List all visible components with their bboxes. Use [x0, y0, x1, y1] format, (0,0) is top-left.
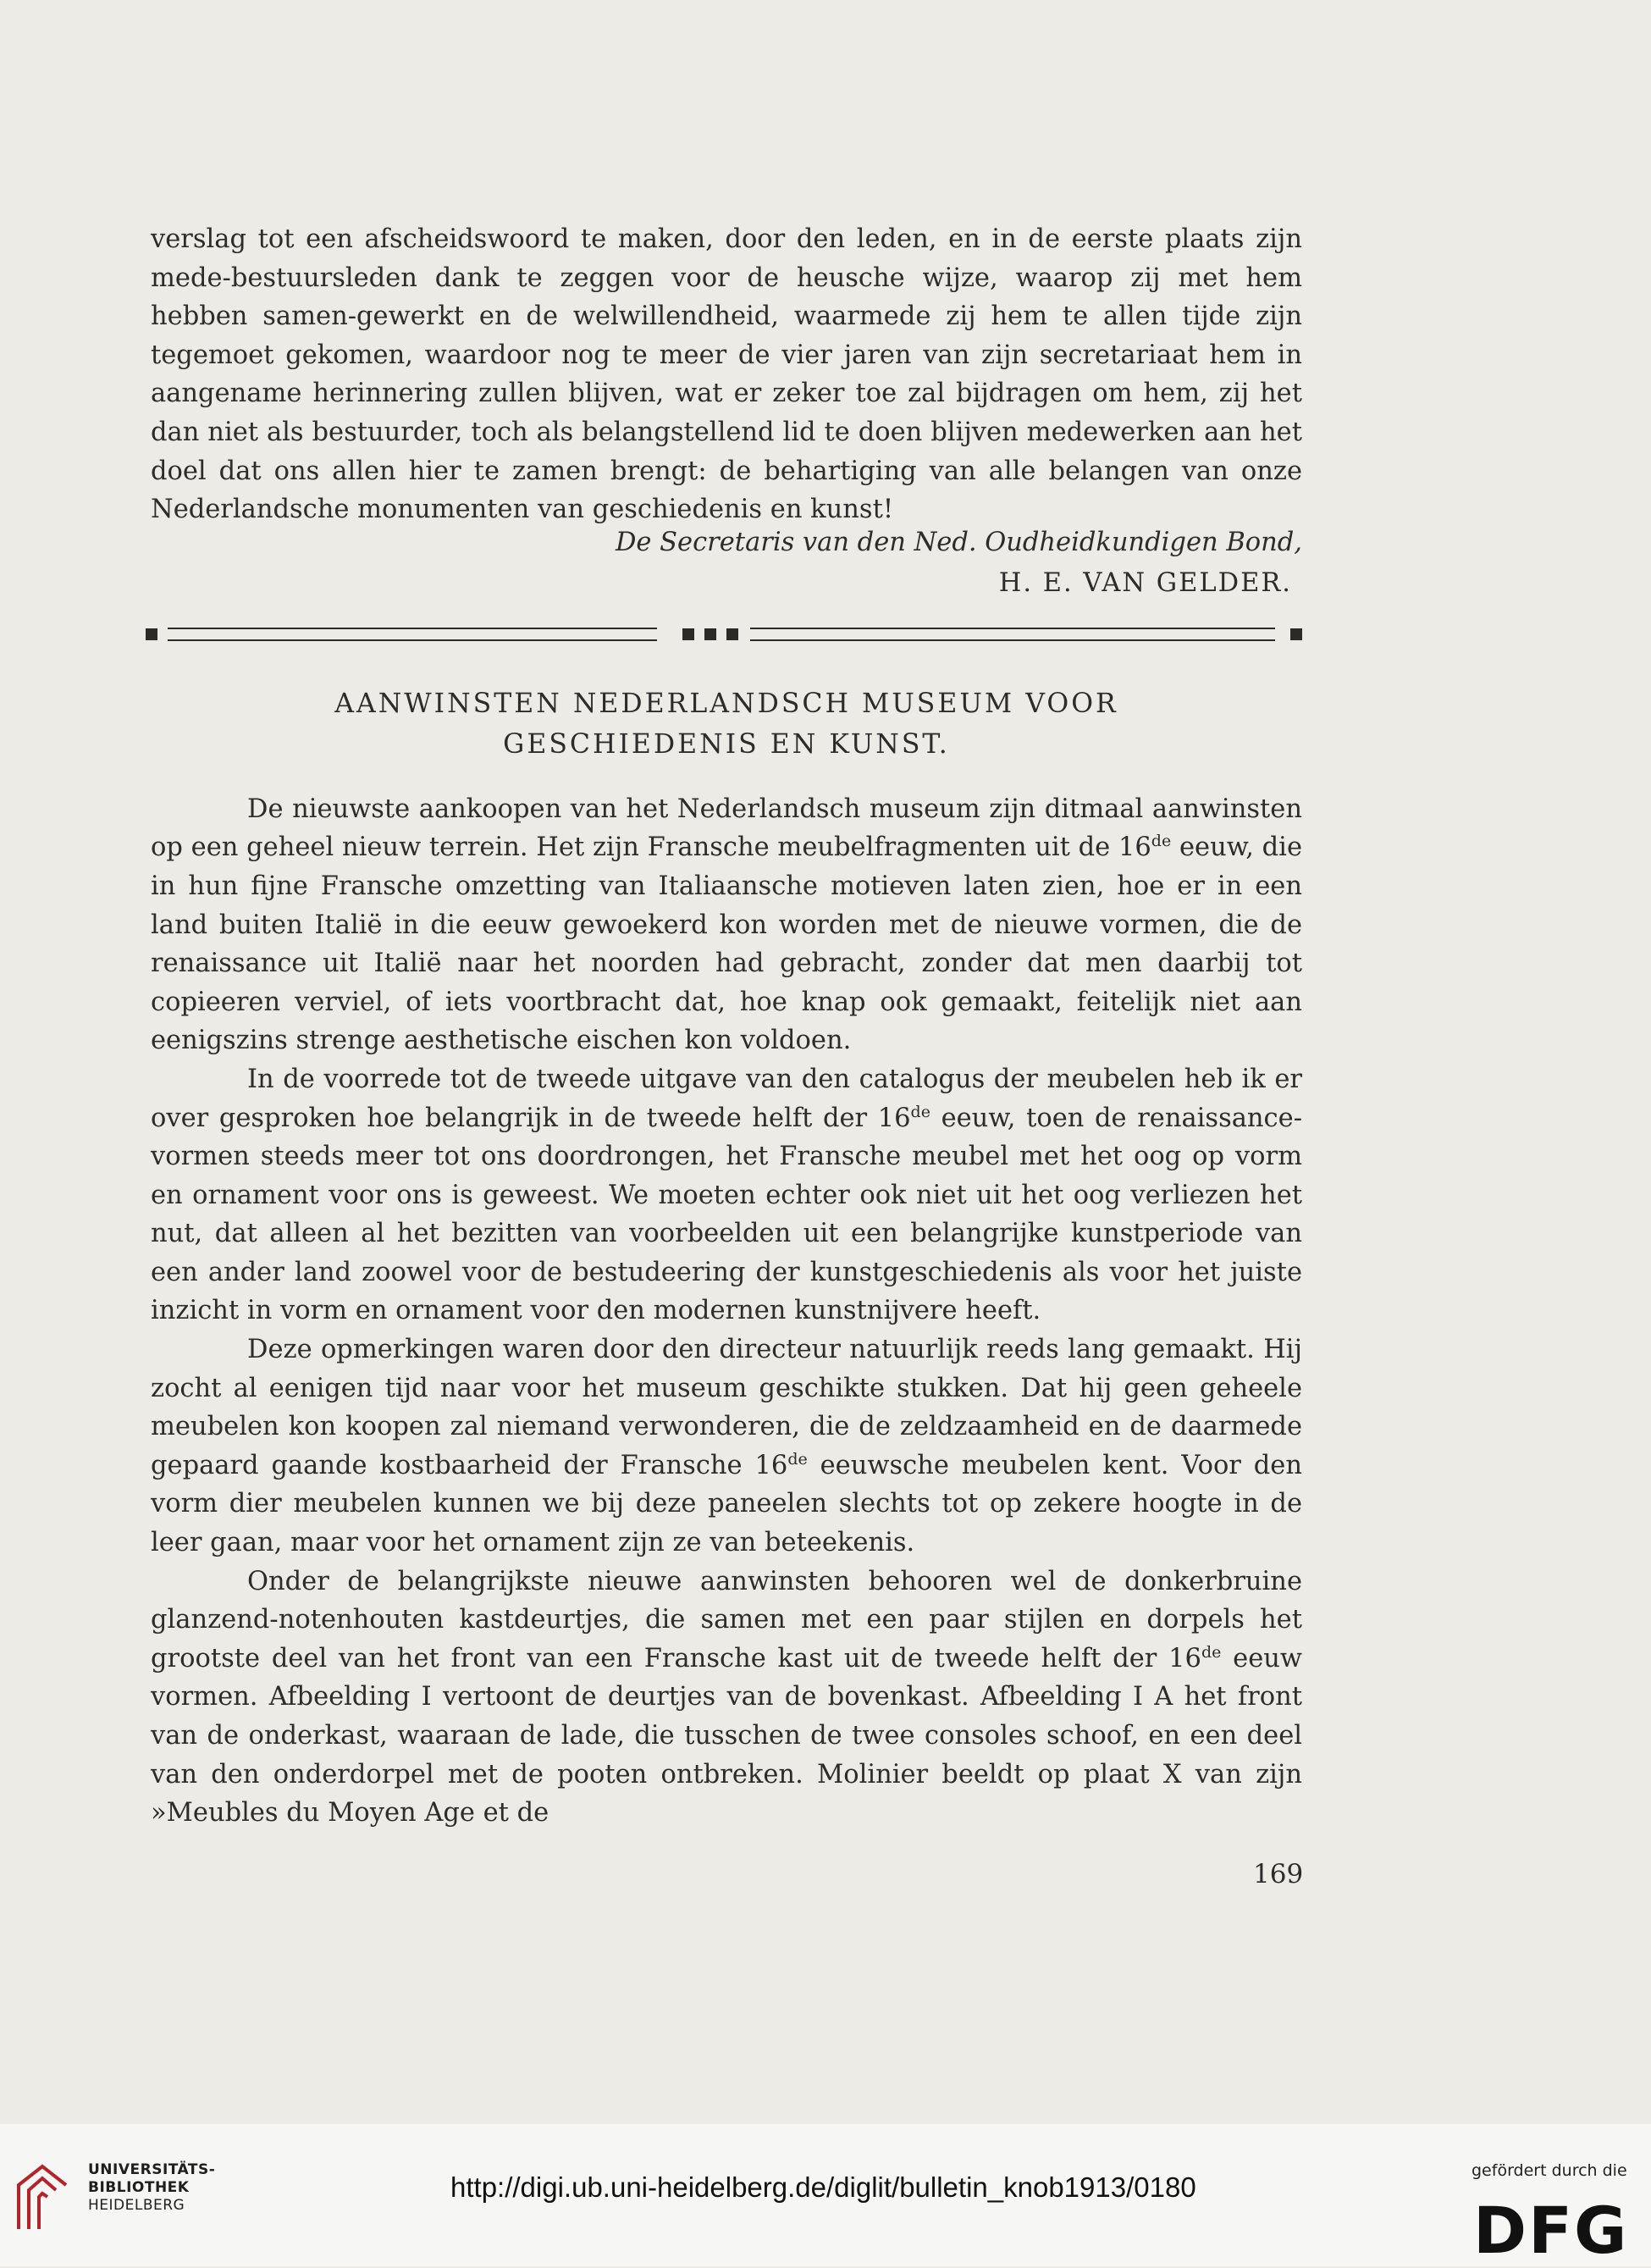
divider-square-center-2 — [704, 628, 716, 640]
paragraph-4 — [151, 1563, 1302, 1833]
divider-square-left — [146, 628, 157, 640]
paragraph-2-part-a: In de voorrede tot de tweede uitgave van den catalogus der meubelen heb ik er over gesproken hoe belangrijk in de tweede helft der 16 — [151, 1064, 1302, 1133]
signature-name: H. E. VAN GELDER. — [998, 567, 1292, 598]
paragraph-3 — [151, 1330, 1302, 1563]
funding-caption: gefördert durch die — [1472, 2161, 1627, 2180]
signature-role: De Secretaris van den Ned. Oudheidkundigen Bond, — [615, 527, 1302, 557]
paragraph-2-part-b: eeuw, toen de renaissance-vormen steeds meer tot ons doordrongen, het Fransche meubel met het oog op vorm en ornament voor ons is geweest. We moeten echter ook niet uit het oog verliezen het nut, dat alleen al het bezitten van voorbeelden uit een belangrijke kunstperiode van een ander land zoowel voor de bestudeering der kunstgeschiedenis als voor het juiste inzicht in vorm en ornament voor den modernen kunstnijvere heeft. — [151, 1103, 1302, 1326]
footer-bar — [0, 2124, 1651, 2266]
superscript-de: de — [1151, 832, 1172, 851]
superscript-de: de — [1201, 1642, 1222, 1662]
paragraph-2 — [151, 1060, 1302, 1330]
signature-block — [151, 524, 1302, 606]
superscript-de: de — [787, 1449, 808, 1469]
divider-rule-right-top — [750, 628, 1275, 629]
paragraph-1-part-a: De nieuwste aankoopen van het Nederlandsch museum zijn ditmaal aanwinsten op een geheel nieuw terrein. Het zijn Fransche meubelfragmenten uit de 16 — [151, 794, 1302, 863]
divider-rule-left-top — [168, 628, 657, 629]
paragraph-4-part-b: eeuw vormen. Afbeelding I vertoont de deurtjes van de bovenkast. Afbeelding I A het front van de onderkast, waaraan de lade, die tusschen de twee consoles schoof, en een deel van den onderdorpel met de pooten ontbreken. Molinier beeldt op plaat X van zijn »Meubles du Moyen Age et de — [151, 1643, 1302, 1828]
page-body — [151, 220, 1302, 1833]
university-library-logo-icon — [14, 2160, 73, 2236]
divider-rule-right-bottom — [750, 639, 1275, 641]
superscript-de: de — [910, 1102, 930, 1121]
paragraph-1-part-b: eeuw, die in hun fijne Fransche omzetting van Italiaansche motieven laten zien, hoe er in een land buiten Italië in die eeuw gewoekerd kon worden met de nieuwe vormen, die de renaissance uit Italië naar het noorden had gebracht, zonder dat men daarbij tot copieeren verviel, of iets voortbracht dat, hoe knap ook gemaakt, feitelijk niet aan eenigszins strenge aesthetische eischen kon voldoen. — [151, 833, 1302, 1056]
ornamental-divider — [146, 621, 1307, 655]
heading-line-1: AANWINSTEN NEDERLANDSCH MUSEUM VOOR — [334, 688, 1118, 719]
heading-line-2: GESCHIEDENIS EN KUNST. — [503, 728, 950, 760]
paragraph-1 — [151, 790, 1302, 1060]
library-name-line-2: BIBLIOTHEK — [88, 2179, 190, 2196]
divider-square-center-1 — [682, 628, 694, 640]
paragraph-3-part-a: Deze opmerkingen waren door den directeur natuurlijk reeds lang gemaakt. Hij zocht al eenigen tijd naar voor het museum geschikte stukken. Dat hij geen geheele meubelen kon koopen zal niemand verwonderen, die de zeldzaamheid en de daarmede gepaard gaande kostbaarheid der Fransche 16 — [151, 1335, 1302, 1480]
divider-square-center-3 — [726, 628, 738, 640]
intro-paragraph: verslag tot een afscheidswoord te maken, door den leden, en in de eerste plaats zijn mede-bestuursleden dank te zeggen voor de heusche wijze, waarop zij met hem hebben samen-gewerkt en de welwillendheid, waarmede zij hem te allen tijde zijn tegemoet gekomen, waardoor nog te meer de vier jaren van zijn secretariaat hem in aangename herinnering zullen blijven, wat er zeker toe zal bijdragen om hem, zij het dan niet als bestuurder, toch als belangstellend lid te doen blijven medewerken aan het doel dat ons allen hier te zamen brengt: de behartiging van alle belangen van onze Nederlandsche monumenten van geschiedenis en kunst! — [151, 224, 1302, 525]
dfg-logo-text: DFG — [1473, 2193, 1629, 2268]
library-name — [88, 2161, 215, 2215]
divider-rule-left-bottom — [168, 639, 657, 641]
library-name-line-3: HEIDELBERG — [88, 2197, 185, 2214]
article-heading — [151, 683, 1302, 765]
dfg-logo-icon — [1473, 2193, 1629, 2268]
page-number: 169 — [1253, 1859, 1304, 1889]
library-name-line-1: UNIVERSITÄTS- — [88, 2161, 216, 2178]
paragraph-4-part-a: Onder de belangrijkste nieuwe aanwinsten behooren wel de donkerbruine glanzend-notenhouten kastdeurtjes, die samen met een paar stijlen en dorpels het grootste deel van het front van een Fransche kast uit de tweede helft der 16 — [151, 1566, 1302, 1673]
permalink-url[interactable]: http://digi.ub.uni-heidelberg.de/diglit/bulletin_knob1913/0180 — [450, 2171, 1196, 2203]
divider-square-right — [1290, 628, 1302, 640]
paragraph-3-part-b: eeuwsche meubelen kent. Voor den vorm dier meubelen kunnen we bij deze paneelen slechts tot op zekere hoogte in de leer gaan, maar voor het ornament zijn ze van beteekenis. — [151, 1450, 1302, 1558]
